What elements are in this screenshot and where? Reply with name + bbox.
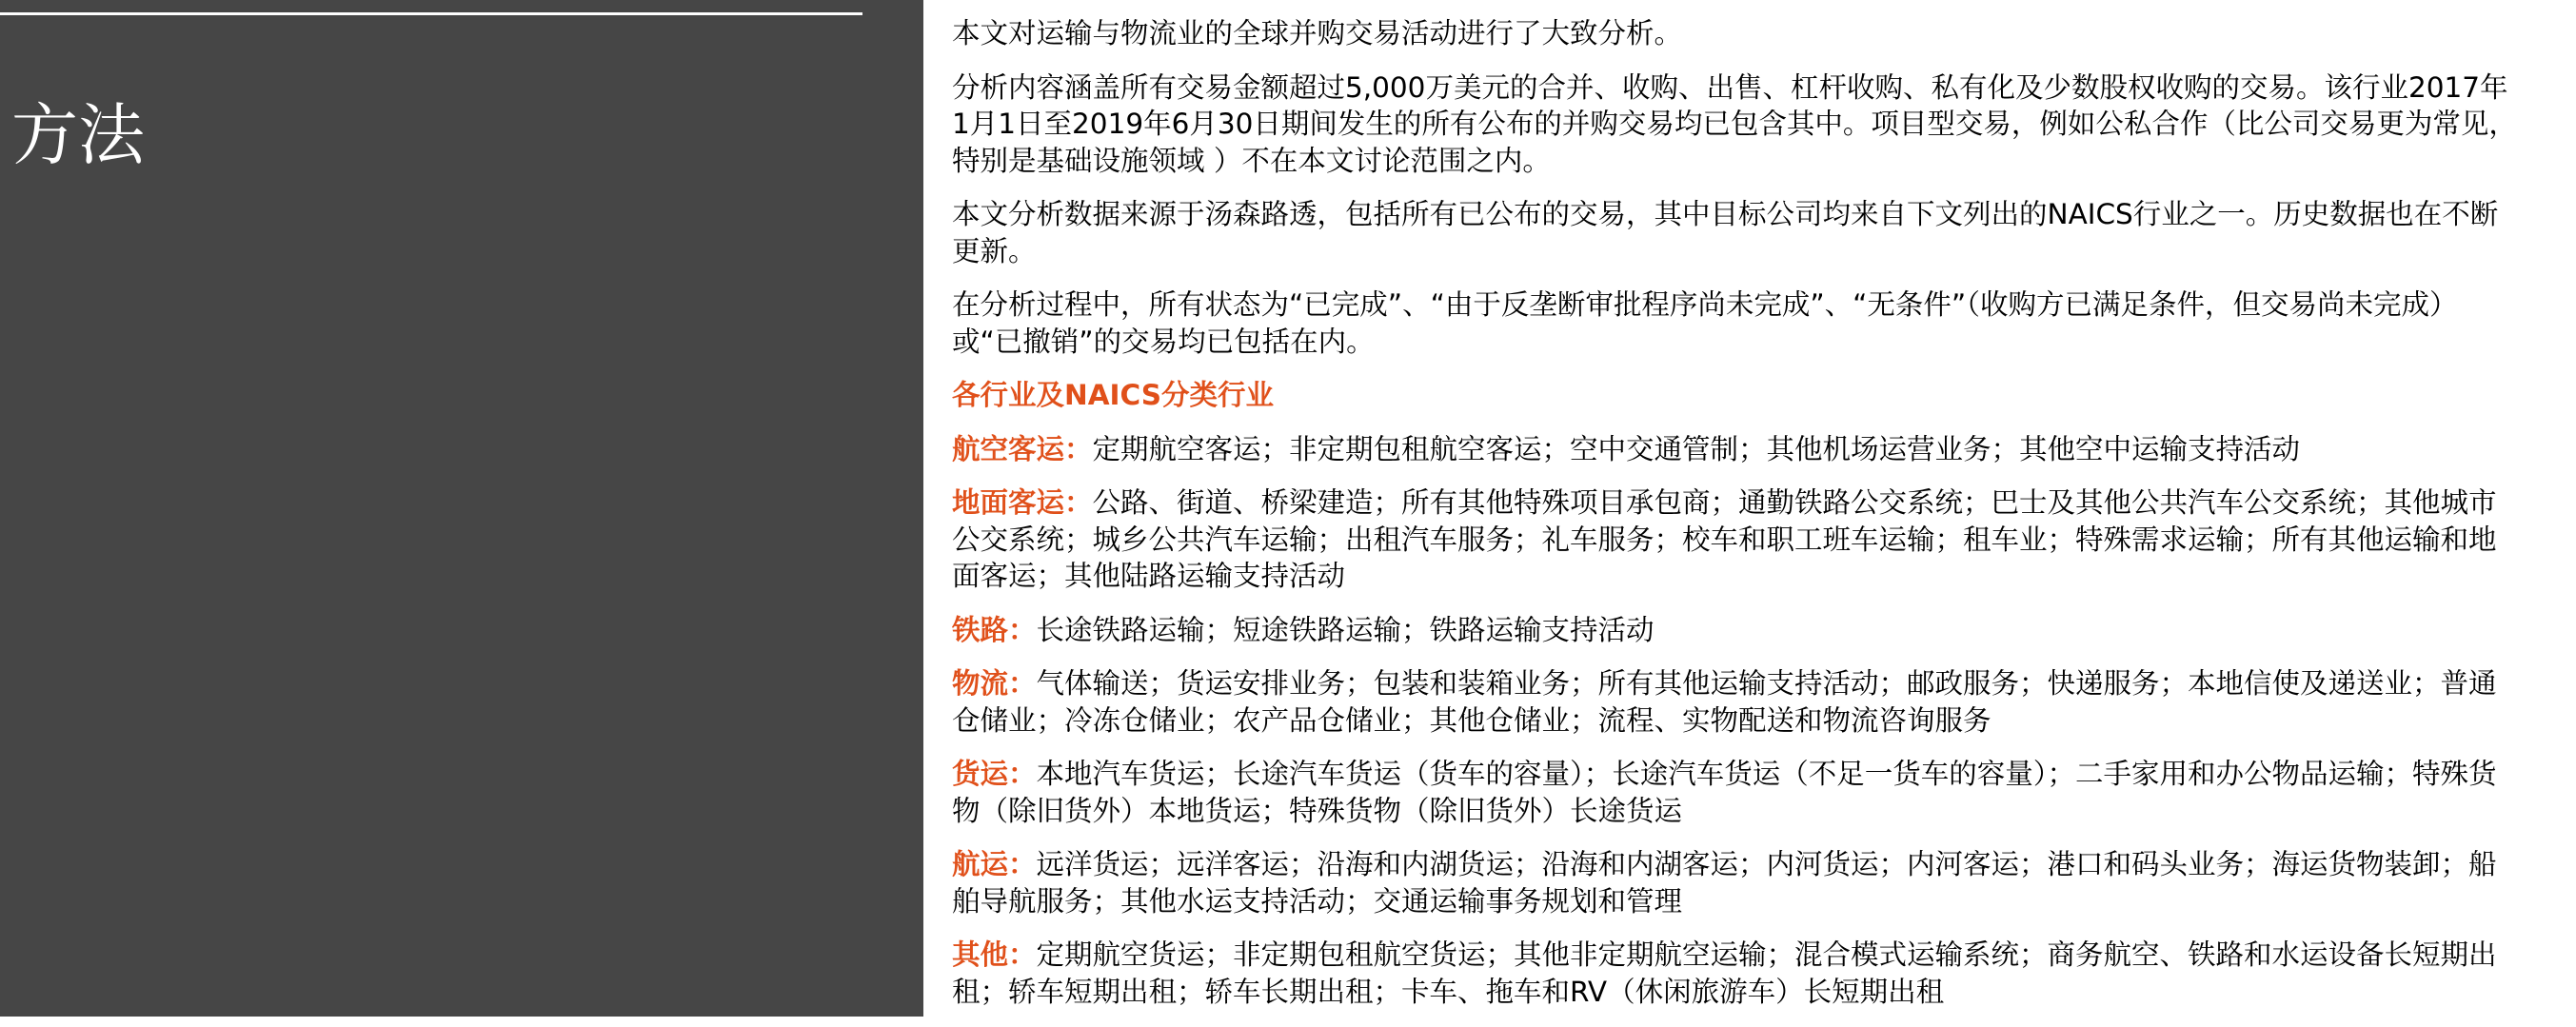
category-label: 其他： (952, 938, 1037, 971)
top-divider-line (0, 12, 862, 15)
category-text: 定期航空客运；非定期包租航空客运；空中交通管制；其他机场运营业务；其他空中运输支持活动 (1092, 432, 2301, 465)
category-text: 定期航空货运；非定期包租航空货运；其他非定期航空运输；混合模式运输系统；商务航空、铁路和水运设备长短期出租；轿车短期出租；轿车长期出租；卡车、拖车和RV（休闲旅游车）长短期出租 (952, 938, 2497, 1008)
section-title: 方法 (11, 96, 145, 174)
category-text: 长途铁路运输；短途铁路运输；铁路运输支持活动 (1036, 613, 1655, 646)
category-item (952, 846, 2523, 919)
category-text: 远洋货运；远洋客运；沿海和内湖货运；沿海和内湖客运；内河货运；内河客运；港口和码头业务；海运货物装卸；船舶导航服务；其他水运支持活动；交通运输事务规划和管理 (952, 848, 2497, 918)
methodology-content (952, 15, 2523, 1027)
intro-paragraph: 分析内容涵盖所有交易金额超过5,000万美元的合并、收购、出售、杠杆收购、私有化及少数股权收购的交易。该行业2017年1月1日至2019年6月30日期间发生的所有公布的并购交易均已包含其中。项目型交易，例如公私合作（比公司交易更为常见，特别是基础设施领域 ）不在本文讨论范围之内。 (952, 70, 2517, 177)
category-text: 本地汽车货运；长途汽车货运（货车的容量）；长途汽车货运（不足一货车的容量）；二手家用和办公物品运输；特殊货物（除旧货外）本地货运；特殊货物（除旧货外）长途货运 (952, 758, 2497, 827)
category-item (952, 612, 2523, 649)
category-label: 货运： (952, 758, 1037, 790)
left-sidebar-panel (0, 0, 923, 1017)
category-label: 地面客运： (952, 486, 1093, 519)
industries-heading: 各行业及NAICS分类行业 (952, 379, 1274, 411)
category-text: 气体输送；货运安排业务；包装和装箱业务；所有其他运输支持活动；邮政服务；快递服务；本地信使及递送业；普通仓储业；冷冻仓储业；农产品仓储业；其他仓储业；流程、实物配送和物流咨询服务 (952, 667, 2497, 737)
category-item (952, 484, 2523, 595)
category-label: 物流： (952, 667, 1037, 700)
category-item (952, 665, 2523, 739)
category-label: 航空客运： (952, 432, 1093, 465)
category-item (952, 431, 2523, 468)
intro-paragraph: 本文分析数据来源于汤森路透，包括所有已公布的交易，其中目标公司均来自下文列出的NAICS行业之一。历史数据也在不断更新。 (952, 198, 2499, 267)
intro-paragraph: 本文对运输与物流业的全球并购交易活动进行了大致分析。 (952, 17, 1683, 49)
category-item (952, 937, 2523, 1010)
category-text: 公路、街道、桥梁建造；所有其他特殊项目承包商；通勤铁路公交系统；巴士及其他公共汽车公交系统；其他城市公交系统；城乡公共汽车运输；出租汽车服务；礼车服务；校车和职工班车运输；租车业；特殊需求运输；所有其他运输和地面客运；其他陆路运输支持活动 (952, 486, 2497, 592)
intro-paragraph: 在分析过程中，所有状态为“已完成”、“由于反垄断审批程序尚未完成”、“无条件”（收购方已满足条件，但交易尚未完成）或“已撤销”的交易均已包括在内。 (952, 288, 2458, 358)
category-label: 航运： (952, 848, 1037, 880)
category-label: 铁路： (952, 613, 1037, 646)
category-item (952, 756, 2523, 829)
